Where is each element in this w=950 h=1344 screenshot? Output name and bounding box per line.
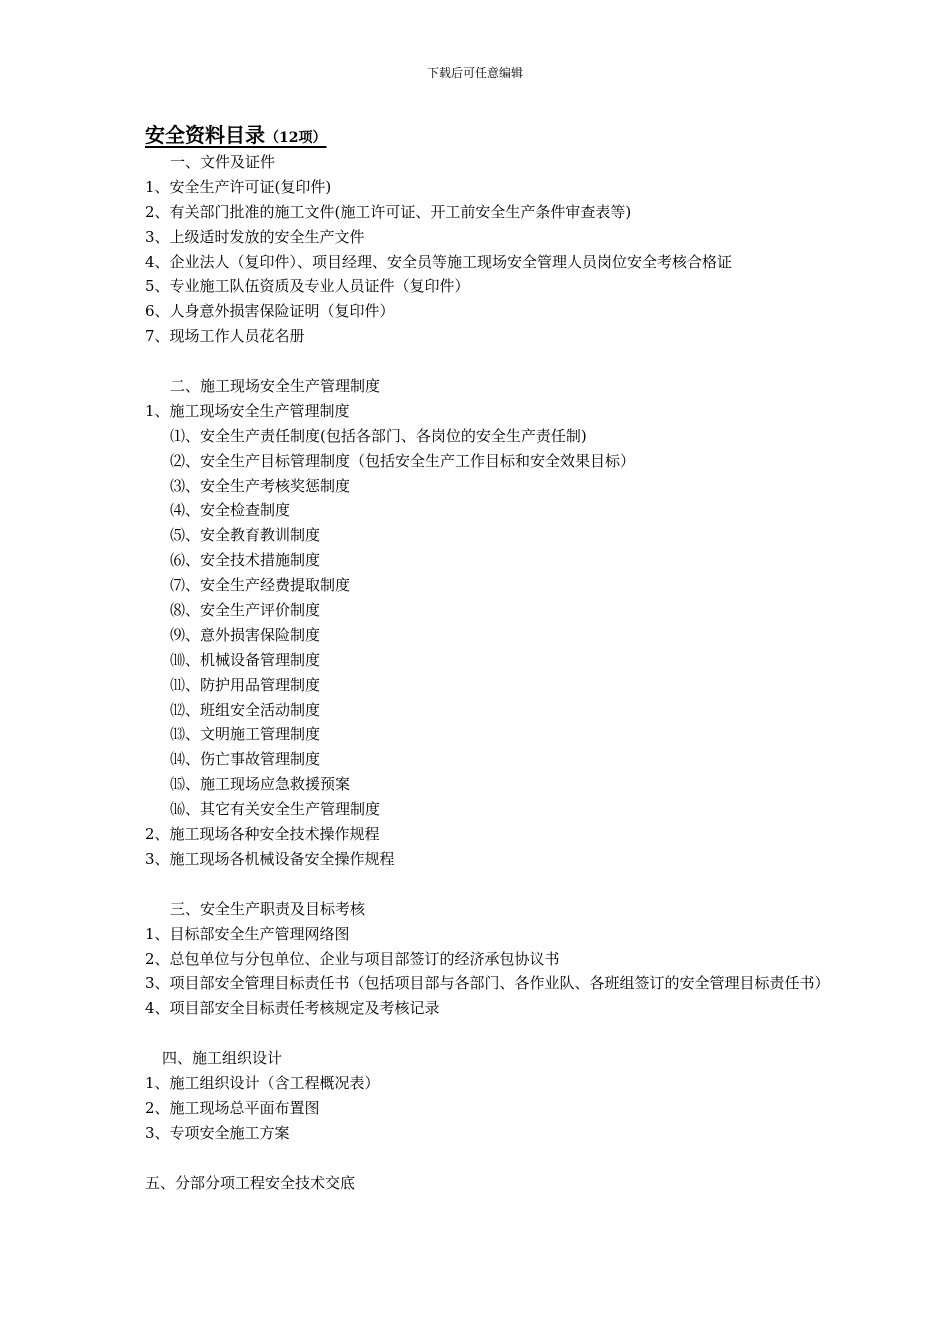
list-item: 4、企业法人（复印件）、项目经理、安全员等施工现场安全管理人员岗位安全考核合格证 — [145, 252, 733, 271]
list-item: 3、专项安全施工方案 — [145, 1123, 290, 1142]
sub-list-item: ⑶、安全生产考核奖惩制度 — [170, 476, 351, 495]
sub-list-item: ⑸、安全教育教训制度 — [170, 526, 321, 545]
sub-list-item: ⑴、安全生产责任制度(包括各部门、各岗位的安全生产责任制) — [170, 426, 587, 445]
spacer — [145, 1021, 825, 1046]
list-item: 3、施工现场各机械设备安全操作规程 — [145, 849, 395, 868]
section-heading-3: 三、安全生产职责及目标考核 — [170, 899, 366, 918]
sub-list-item: ⑺、安全生产经费提取制度 — [170, 576, 351, 595]
page-header: 下载后可任意编辑 — [426, 66, 523, 80]
section-heading-2: 二、施工现场安全生产管理制度 — [170, 377, 381, 396]
spacer — [145, 872, 825, 897]
title-count: （12项） — [265, 130, 327, 146]
list-item: 3、上级适时发放的安全生产文件 — [145, 227, 365, 246]
document-body — [145, 120, 830, 1195]
sub-list-item: ⑷、安全检查制度 — [170, 501, 291, 520]
list-item: 7、现场工作人员花名册 — [145, 327, 305, 346]
sub-list-item: ⑹、安全技术措施制度 — [170, 551, 321, 570]
list-item: 5、专业施工队伍资质及专业人员证件（复印件） — [145, 277, 470, 296]
list-item: 2、施工现场各种安全技术操作规程 — [145, 825, 380, 844]
list-item: 2、总包单位与分包单位、企业与项目部签订的经济承包协议书 — [145, 949, 560, 968]
sub-list-item: ⑻、安全生产评价制度 — [170, 601, 321, 620]
sub-list-item: ⒂、施工现场应急救援预案 — [170, 775, 351, 794]
sub-list-item: ⑿、班组安全活动制度 — [170, 700, 321, 719]
sub-list-item: ⒃、其它有关安全生产管理制度 — [170, 800, 381, 819]
sub-list-item: ⑾、防护用品管理制度 — [170, 675, 321, 694]
list-item: 4、项目部安全目标责任考核规定及考核记录 — [145, 999, 440, 1018]
list-item: 1、施工组织设计（含工程概况表） — [145, 1073, 380, 1092]
sub-list-item: ⒀、文明施工管理制度 — [170, 725, 321, 744]
list-item: 2、有关部门批准的施工文件(施工许可证、开工前安全生产条件审查表等) — [145, 202, 632, 221]
list-item: 3、项目部安全管理目标责任书（包括项目部与各部门、各作业队、各班组签订的安全管理目标责任书） — [145, 974, 830, 993]
sub-list-item: ⑵、安全生产目标管理制度（包括安全生产工作目标和安全效果目标） — [170, 451, 636, 470]
sub-list-item: ⒁、伤亡事故管理制度 — [170, 750, 321, 769]
section-heading-1: 一、文件及证件 — [170, 153, 276, 171]
spacer — [145, 349, 825, 374]
title-main: 安全资料目录 — [145, 123, 265, 147]
list-item: 6、人身意外损害保险证明（复印件） — [145, 302, 395, 321]
document-title — [145, 120, 326, 150]
list-item: 2、施工现场总平面布置图 — [145, 1098, 320, 1117]
section-heading-5: 五、分部分项工程安全技术交底 — [145, 1173, 356, 1192]
list-item: 1、安全生产许可证(复印件) — [145, 177, 332, 196]
list-item: 1、目标部安全生产管理网络图 — [145, 924, 350, 943]
section-heading-4: 四、施工组织设计 — [162, 1049, 283, 1068]
list-item: 1、施工现场安全生产管理制度 — [145, 401, 350, 420]
sub-list-item: ⑼、意外损害保险制度 — [170, 625, 321, 644]
sub-list-item: ⑽、机械设备管理制度 — [170, 650, 321, 669]
spacer — [145, 1146, 825, 1171]
